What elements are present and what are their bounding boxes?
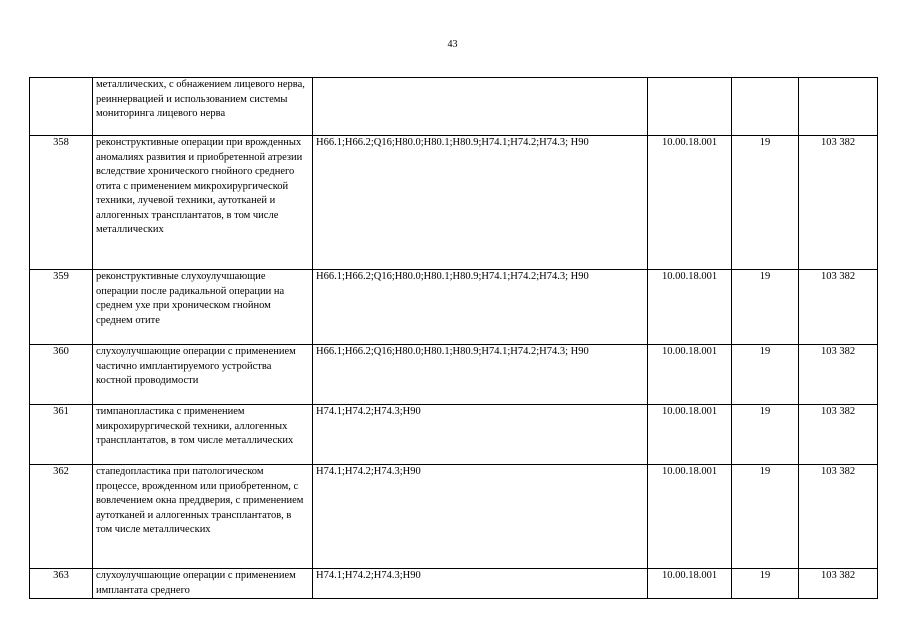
- cost-value: 103 382: [799, 270, 878, 345]
- cost-value: 103 382: [799, 465, 878, 569]
- group-number: 19: [732, 270, 799, 345]
- patient-model-code: [648, 78, 732, 136]
- table-row: [30, 465, 878, 569]
- group-number: 19: [732, 569, 799, 599]
- diagnosis-codes: H74.1;H74.2;H74.3;H90: [313, 405, 648, 465]
- patient-model-code: 10.00.18.001: [648, 136, 732, 270]
- diagnosis-codes: H74.1;H74.2;H74.3;H90: [313, 465, 648, 569]
- group-number: 19: [732, 345, 799, 405]
- procedures-table: [29, 77, 878, 599]
- procedure-name: слухоулучшающие операции с применением имплантата среднего: [93, 569, 313, 599]
- cost-value: 103 382: [799, 405, 878, 465]
- table-row: [30, 569, 878, 599]
- group-number: [732, 78, 799, 136]
- cost-value: 103 382: [799, 345, 878, 405]
- patient-model-code: 10.00.18.001: [648, 465, 732, 569]
- procedure-name: тимпанопластика с применением микрохирургической техники, аллогенных трансплантатов, в том числе металлических: [93, 405, 313, 465]
- row-number: 359: [30, 270, 93, 345]
- procedure-name: реконструктивные слухоулучшающие операции после радикальной операции на среднем ухе при хроническом гнойном среднем отите: [93, 270, 313, 345]
- table-row: [30, 345, 878, 405]
- row-number: 362: [30, 465, 93, 569]
- group-number: 19: [732, 465, 799, 569]
- procedure-name: слухоулучшающие операции с применением частично имплантируемого устройства костной проводимости: [93, 345, 313, 405]
- patient-model-code: 10.00.18.001: [648, 569, 732, 599]
- row-number: [30, 78, 93, 136]
- row-number: 361: [30, 405, 93, 465]
- table-row: [30, 78, 878, 136]
- patient-model-code: 10.00.18.001: [648, 405, 732, 465]
- procedure-name: металлических, с обнажением лицевого нерва, реиннервацией и использованием системы мониторинга лицевого нерва: [93, 78, 313, 136]
- diagnosis-codes: [313, 78, 648, 136]
- cost-value: [799, 78, 878, 136]
- table-row: [30, 405, 878, 465]
- row-number: 358: [30, 136, 93, 270]
- diagnosis-codes: H74.1;H74.2;H74.3;H90: [313, 569, 648, 599]
- cost-value: 103 382: [799, 136, 878, 270]
- patient-model-code: 10.00.18.001: [648, 270, 732, 345]
- row-number: 363: [30, 569, 93, 599]
- table-row: [30, 270, 878, 345]
- diagnosis-codes: H66.1;H66.2;Q16;H80.0;H80.1;H80.9;H74.1;H74.2;H74.3; H90: [313, 136, 648, 270]
- group-number: 19: [732, 136, 799, 270]
- diagnosis-codes: H66.1;H66.2;Q16;H80.0;H80.1;H80.9;H74.1;H74.2;H74.3; H90: [313, 270, 648, 345]
- procedure-name: реконструктивные операции при врожденных аномалиях развития и приобретенной атрезии вследствие хронического гнойного среднего отита с применением микрохирургической техники, лучевой техники, аутотканей и аллогенных трансплантатов, в том числе металлических: [93, 136, 313, 270]
- group-number: 19: [732, 405, 799, 465]
- patient-model-code: 10.00.18.001: [648, 345, 732, 405]
- table-row: [30, 136, 878, 270]
- diagnosis-codes: H66.1;H66.2;Q16;H80.0;H80.1;H80.9;H74.1;H74.2;H74.3; H90: [313, 345, 648, 405]
- row-number: 360: [30, 345, 93, 405]
- page-number: 43: [447, 39, 458, 50]
- cost-value: 103 382: [799, 569, 878, 599]
- procedure-name: стапедопластика при патологическом процессе, врожденном или приобретенном, с вовлечением окна преддверия, с применением аутотканей и аллогенных трансплантатов, в том числе металлических: [93, 465, 313, 569]
